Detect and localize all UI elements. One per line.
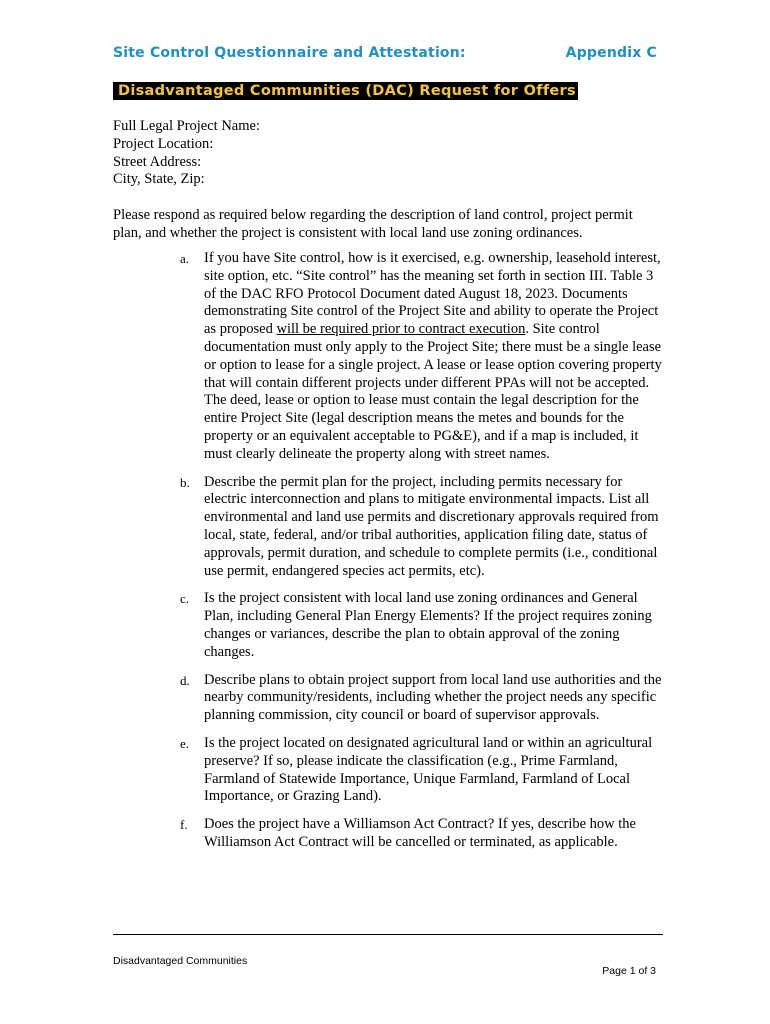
item-text-underlined: will be required prior to contract execution [276, 321, 526, 338]
question-list [180, 250, 662, 862]
item-label: f. [180, 817, 188, 833]
field-project-name: Full Legal Project Name: [113, 118, 260, 134]
item-text: Is the project consistent with local land use zoning ordinances and General Plan, including General Plan Energy Elements? If the project requires zoning changes or variances, describe the plan to obtain approval of the zoning changes. [204, 590, 652, 660]
field-city-state-zip: City, State, Zip: [113, 171, 205, 188]
item-text: Describe plans to obtain project support from local land use authorities and the nearby community/residents, including whether the project needs any specific planning commission, city council or board of supervisor approvals. [204, 671, 662, 724]
header-title: Site Control Questionnaire and Attestation: [113, 45, 466, 61]
item-text-part: If you have Site control, how is it exercised, e.g. ownership, leasehold interest, site option, etc. “Site control” has the meaning set forth in section III. Table 3 of the DAC RFO Protocol Document dated August 18, 2023. Documents demonstrating Site control of the Project Site and ability to operate the Project as proposed [204, 250, 661, 338]
list-item-b [180, 474, 662, 581]
field-street-address: Street Address: [113, 153, 202, 170]
page-header [113, 45, 657, 61]
item-label: b. [180, 474, 190, 490]
item-text: Is the project located on designated agricultural land or within an agricultural preserve? If so, please indicate the classification (e.g., Prime Farmland, Farmland of Statewide Importance, Unique Farmland, Farmland of Local Importance, or Grazing Land). [204, 734, 653, 805]
footer-label: Disadvantaged Communities [113, 955, 248, 967]
footer-divider [113, 934, 663, 935]
page-number: Page 1 of 3 [602, 965, 656, 977]
list-item-f [180, 816, 662, 852]
field-project-location: Project Location: [113, 135, 214, 152]
list-item-c [180, 590, 662, 661]
list-item-d [180, 672, 662, 725]
item-label: c. [180, 591, 190, 607]
document-title: Disadvantaged Communities (DAC) Request for Offers [113, 82, 578, 100]
item-label: a. [180, 251, 190, 266]
header-appendix: Appendix C [565, 45, 657, 61]
item-text: Describe the permit plan for the project, including permits necessary for electric interconnection and plans to mitigate environmental impacts. List all environmental and land use permits and discretionary approvals required from local, state, federal, and/or tribal authorities, application filing date, status of approvals, permit duration, and schedule to complete permits (i.e., conditional use permit, endangered species act permits, etc). [204, 473, 659, 579]
list-item-a [180, 250, 662, 464]
item-label: e. [180, 735, 190, 751]
item-label: d. [180, 672, 190, 688]
item-text: Does the project have a Williamson Act Contract? If yes, describe how the Williamson Act Contract will be cancelled or terminated, as applicable. [204, 816, 636, 850]
intro-paragraph: Please respond as required below regarding the description of land control, project permit plan, and whether the project is consistent with local land use zoning ordinances. [113, 207, 633, 241]
project-fields [113, 118, 260, 189]
item-text-part: . Site control documentation must only apply to the Project Site; there must be a single lease or option to lease for a single project. A lease or lease option covering property that will contain different projects under different PPAs will not be accepted. The deed, lease or option to lease must contain the legal description for the entire Project Site (legal description means the metes and bounds for the property or an equivalent acceptable to PG&E), and if a map is included, it must clearly delineate the property along with street names. [204, 321, 662, 462]
list-item-e [180, 735, 662, 806]
